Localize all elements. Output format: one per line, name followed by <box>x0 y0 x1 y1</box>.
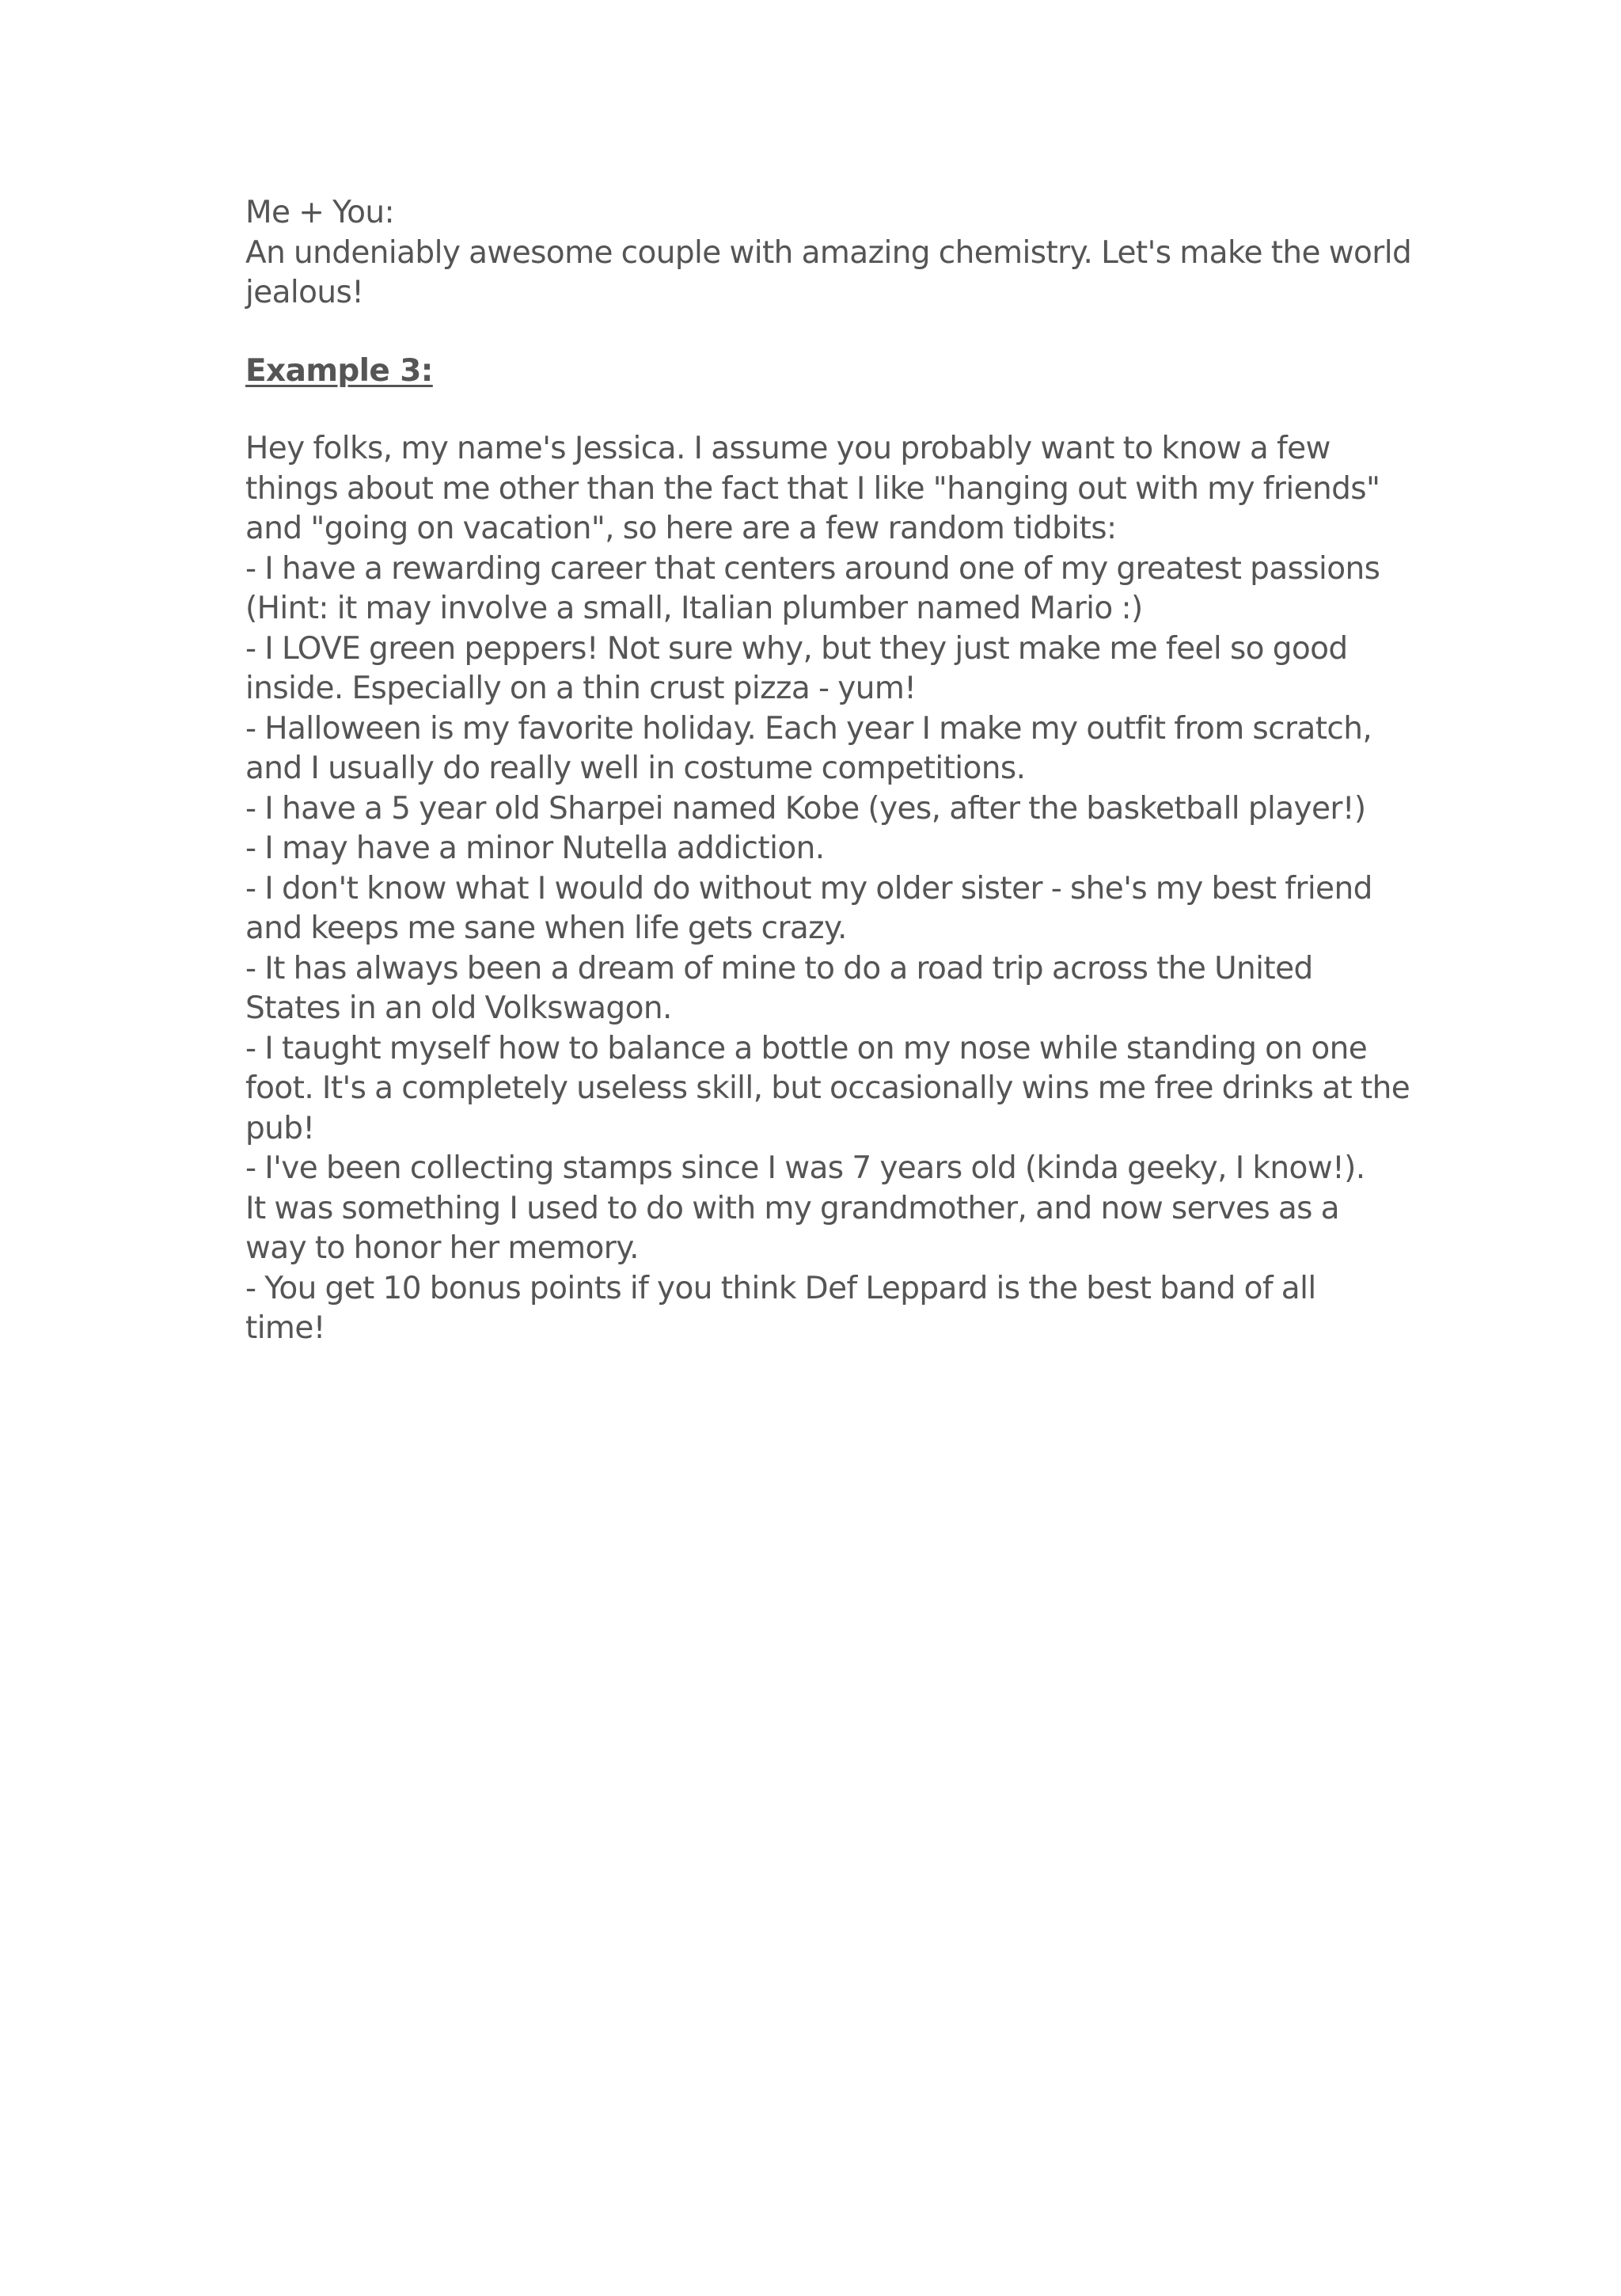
body-line: things about me other than the fact that I like "hanging out with my friends" <box>245 470 1380 507</box>
body-line: - I may have a minor Nutella addiction. <box>245 831 825 866</box>
body-line: - I taught myself how to balance a bottle on my nose while standing on one <box>245 1030 1368 1066</box>
document-page <box>245 193 1412 1349</box>
body-line: and "going on vacation", so here are a few random tidbits: <box>245 511 1117 546</box>
body-line: - I've been collecting stamps since I was 7 years old (kinda geeky, I know!). <box>245 1150 1365 1186</box>
body-block <box>245 429 1410 1349</box>
body-line: - Halloween is my favorite holiday. Each year I make my outfit from scratch, <box>245 710 1372 747</box>
body-line: - I have a rewarding career that centers around one of my greatest passions <box>245 550 1380 587</box>
body-line: and I usually do really well in costume competitions. <box>245 751 1026 786</box>
body-line: pub! <box>245 1110 315 1146</box>
body-line: and keeps me sane when life gets crazy. <box>245 910 847 946</box>
body-line: inside. Especially on a thin crust pizza - yum! <box>245 671 917 706</box>
body-line: - I LOVE green peppers! Not sure why, but they just make me feel so good <box>245 630 1348 667</box>
body-line: - It has always been a dream of mine to do a road trip across the United <box>245 950 1313 986</box>
body-line: time! <box>245 1310 325 1346</box>
body-line: - I don't know what I would do without my older sister - she's my best friend <box>245 870 1372 907</box>
intro-line: jealous! <box>245 275 364 310</box>
section-heading: Example 3: <box>245 352 433 389</box>
body-line: - You get 10 bonus points if you think Def Leppard is the best band of all <box>245 1270 1316 1306</box>
body-line: Hey folks, my name's Jessica. I assume you probably want to know a few <box>245 431 1331 466</box>
intro-block <box>245 193 1412 314</box>
body-line: - I have a 5 year old Sharpei named Kobe (yes, after the basketball player!) <box>245 790 1366 827</box>
body-line: foot. It's a completely useless skill, but occasionally wins me free drinks at the <box>245 1070 1410 1106</box>
body-line: way to honor her memory. <box>245 1230 639 1266</box>
intro-line: Me + You: <box>245 195 395 230</box>
body-line: (Hint: it may involve a small, Italian plumber named Mario :) <box>245 591 1143 626</box>
body-line: It was something I used to do with my grandmother, and now serves as a <box>245 1190 1339 1226</box>
intro-line: An undeniably awesome couple with amazing chemistry. Let's make the world <box>245 234 1412 271</box>
body-line: States in an old Volkswagon. <box>245 990 672 1026</box>
